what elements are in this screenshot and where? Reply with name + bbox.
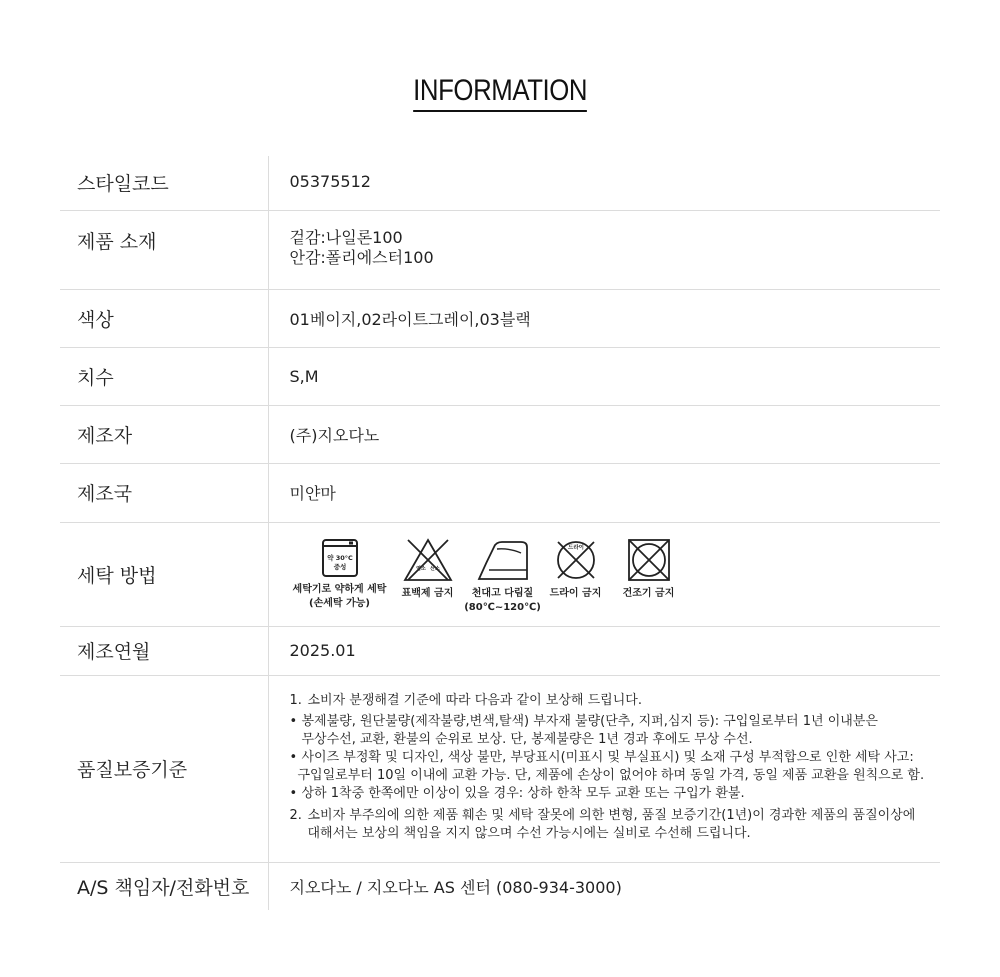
label-maker: 제조자 <box>60 405 268 463</box>
care-item-dry-clean <box>543 537 609 601</box>
care-item-tumble <box>609 537 689 601</box>
care-caption-bleach <box>402 587 454 601</box>
care-item-bleach <box>393 537 463 601</box>
row-washing <box>60 522 940 626</box>
label-quality: 품질보증기준 <box>60 675 268 862</box>
hand-wash-icon <box>320 537 360 579</box>
material-outer: 겉감:나일론100 <box>289 227 403 247</box>
row-date <box>60 626 940 675</box>
care-caption-wash <box>293 583 387 611</box>
quality-item-2: 2. 소비자 부주의에 의한 제품 훼손 및 세탁 잘못에 의한 변형, 품질 보증기간(1년)이 경과한 제품의 품질이상에 <box>289 807 916 823</box>
no-bleach-icon <box>402 537 454 583</box>
no-tumble-dry-icon <box>626 537 672 583</box>
value-quality <box>268 675 940 862</box>
care-caption-wash-line2: (손세탁 가능) <box>309 597 370 609</box>
section-title: INFORMATION <box>413 74 587 112</box>
care-caption-tumble-line1: 건조기 금지 <box>622 587 675 599</box>
label-date: 제조연월 <box>60 626 268 675</box>
label-style-code: 스타일코드 <box>60 156 268 210</box>
quality-item-2-cont: 대해서는 보상의 책임을 지지 않으며 수선 가능시에는 실비로 수선해 드립니다. <box>307 825 751 841</box>
value-size: S,M <box>289 366 319 386</box>
quality-bullet-1-cont: 무상수선, 교환, 환불의 순위로 보상. 단, 봉제불량은 1년 경과 후에도 무상 수선. <box>301 731 753 747</box>
material-lining: 안감:폴리에스터100 <box>289 247 434 267</box>
value-style-code: 05375512 <box>289 172 371 191</box>
quality-bullet-2-cont: 구입일로부터 10일 이내에 교환 가능. 단, 제품에 손상이 없어야 하며 동일 가격, 동일 제품 교환을 원칙으로 함. <box>297 767 925 783</box>
quality-item-1: 1. 소비자 분쟁해결 기준에 따라 다음과 같이 보상해 드립니다. <box>289 692 642 708</box>
value-date: 2025.01 <box>289 641 356 660</box>
label-country: 제조국 <box>60 463 268 522</box>
care-item-iron <box>463 537 543 615</box>
care-symbols <box>287 523 941 615</box>
care-caption-iron <box>464 587 541 615</box>
label-material: 제품 소재 <box>60 210 268 289</box>
quality-bullet-3: • 상하 1착중 한쪽에만 이상이 있을 경우: 상하 한착 모두 교환 또는 구입가 환불. <box>289 785 745 801</box>
label-as: A/S 책임자/전화번호 <box>60 862 268 910</box>
wash-detergent-text: 중성 <box>333 562 346 571</box>
value-country: 미얀마 <box>289 484 336 503</box>
label-color: 색상 <box>60 289 268 347</box>
care-caption-dry-clean-line1: 드라이 금지 <box>549 587 602 599</box>
value-washing <box>268 522 940 626</box>
care-caption-dry-clean <box>550 587 602 601</box>
row-country <box>60 463 940 522</box>
section-title-wrap <box>0 74 1000 112</box>
row-style-code <box>60 156 940 210</box>
wash-temp-text: 약 30°C <box>326 553 353 562</box>
quality-bullet-1: • 봉제불량, 원단불량(제작불량,변색,탈색) 부자재 불량(단추, 지퍼,심지 등): 구입일로부터 1년 이내분은 <box>289 713 878 729</box>
row-size <box>60 347 940 405</box>
quality-text <box>290 692 941 843</box>
value-material <box>268 210 940 289</box>
bleach-oxygen-text: 산소 <box>429 565 440 572</box>
value-maker: (주)지오다노 <box>289 425 380 445</box>
quality-bullet-2: • 사이즈 부정확 및 디자인, 색상 불만, 부당표시(미표시 및 부실표시) 및 소재 구성 부적합으로 인한 세탁 사고: <box>289 749 914 765</box>
label-washing: 세탁 방법 <box>60 522 268 626</box>
row-maker <box>60 405 940 463</box>
product-info-table <box>60 156 940 910</box>
iron-icon <box>476 537 530 583</box>
row-material <box>60 210 940 289</box>
care-caption-iron-line1: 천대고 다림질 <box>471 587 534 599</box>
dry-clean-text: 드라이 <box>567 544 584 551</box>
care-item-wash <box>287 537 393 611</box>
row-color <box>60 289 940 347</box>
no-dry-clean-icon <box>553 537 599 583</box>
care-caption-wash-line1: 세탁기로 약하게 세탁 <box>292 583 387 595</box>
bleach-chlorine-text: 염소 <box>415 565 426 572</box>
row-quality <box>60 675 940 862</box>
value-color: 01베이지,02라이트그레이,03블랙 <box>289 309 531 329</box>
care-caption-tumble <box>623 587 675 601</box>
care-caption-bleach-line1: 표백제 금지 <box>401 587 454 599</box>
label-size: 치수 <box>60 347 268 405</box>
value-as: 지오다노 / 지오다노 AS 센터 (080-934-3000) <box>289 877 622 897</box>
row-as <box>60 862 940 910</box>
care-caption-iron-line2: (80℃~120℃) <box>464 601 541 613</box>
